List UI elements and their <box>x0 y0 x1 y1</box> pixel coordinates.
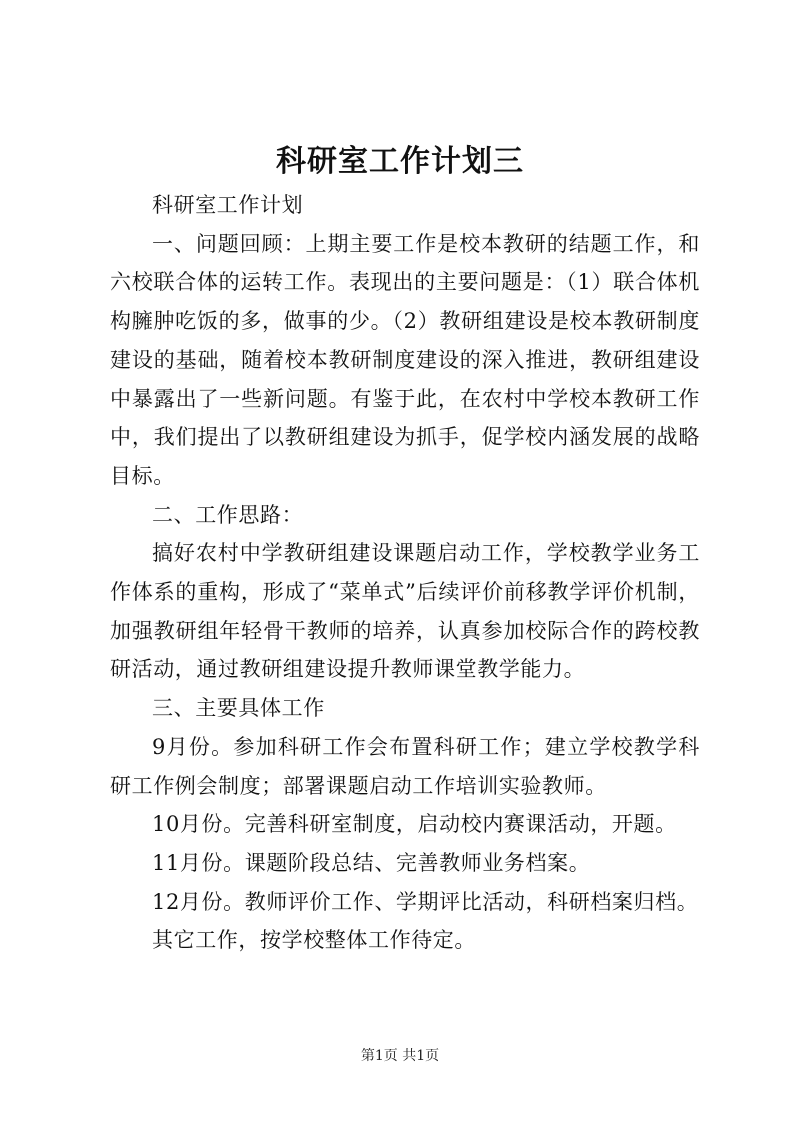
page-number-footer: 第1页 共1页 <box>360 1048 440 1064</box>
document-body <box>110 186 700 960</box>
paragraph-work-ideas: 搞好农村中学教研组建设课题启动工作，学校教学业务工作体系的重构，形成了“菜单式”后续评价前移教学评价机制，加强教研组年轻骨干教师的培养，认真参加校际合作的跨校教研活动，通过教研组建设提升教师课堂教学能力。 <box>110 541 700 682</box>
heading-work-ideas: 二、工作思路： <box>152 502 304 527</box>
paragraph-problem-review: 一、问题回顾：上期主要工作是校本教研的结题工作，和六校联合体的运转工作。表现出的主要问题是：（1）联合体机构臃肿吃饭的多，做事的少。（2）教研组建设是校本教研制度建设的基础，随着校本教研制度建设的深入推进，教研组建设中暴露出了一些新问题。有鉴于此，在农村中学校本教研工作中，我们提出了以教研组建设为抓手，促学校内涵发展的战略目标。 <box>110 231 700 488</box>
paragraph-october: 10月份。完善科研室制度，启动校内赛课活动，开题。 <box>152 812 677 837</box>
paragraph-november: 11月份。课题阶段总结、完善教师业务档案。 <box>152 850 591 875</box>
paragraph-september: 9月份。参加科研工作会布置科研工作；建立学校教学科研工作例会制度；部署课题启动工作培训实验教师。 <box>110 734 700 798</box>
paragraph-december: 12月份。教师评价工作、学期评比活动，科研档案归档。 <box>152 889 699 914</box>
paragraph-other-work: 其它工作，按学校整体工作待定。 <box>152 928 476 953</box>
document-title: 科研室工作计划三 <box>276 144 524 179</box>
paragraph-subtitle: 科研室工作计划 <box>152 193 304 217</box>
heading-main-tasks: 三、主要具体工作 <box>152 696 325 721</box>
